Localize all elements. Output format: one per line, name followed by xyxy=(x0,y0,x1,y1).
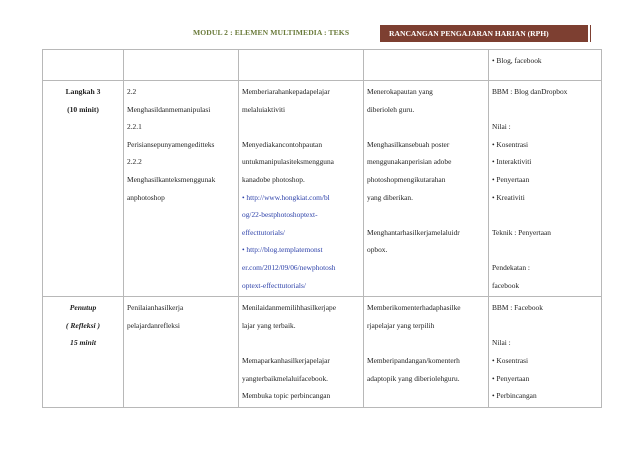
content-line: pelajardanrefleksi xyxy=(127,320,180,330)
resource-link[interactable]: effecttutorials/ xyxy=(242,227,285,237)
table-row-langkah3 xyxy=(43,81,602,297)
step-title: Penutup xyxy=(69,303,97,313)
module-title: MODUL 2 : ELEMEN MULTIMEDIA : TEKS xyxy=(193,28,350,37)
cell-resources xyxy=(489,50,602,81)
cell xyxy=(43,50,124,81)
content-line: 2.2.2 xyxy=(127,157,142,167)
content-line: 2.2.1 xyxy=(127,122,142,132)
bbm-label: BBM : Facebook xyxy=(492,303,543,313)
spacer xyxy=(242,118,360,136)
activity-line: Memberipandangan/komenterh xyxy=(367,355,460,365)
table-row xyxy=(43,50,602,81)
table-row-penutup xyxy=(43,297,602,408)
cell-content xyxy=(124,297,239,408)
cell-step xyxy=(43,81,124,297)
activity-line: Menghantarhasilkerjamelaluidr xyxy=(367,227,460,237)
cell-student-activity xyxy=(364,297,489,408)
spacer xyxy=(367,118,485,136)
step-title: Langkah 3 xyxy=(65,87,101,96)
cell xyxy=(239,50,364,81)
activity-line: Menyediakancontohpautan xyxy=(242,139,323,149)
cell-notes xyxy=(489,81,602,297)
nilai-item: • Kreativiti xyxy=(492,192,525,202)
nilai-item: • Perbincangan xyxy=(492,391,537,401)
activity-line: untukmanipulasiteksmengguna xyxy=(242,157,334,167)
cell-content xyxy=(124,81,239,297)
nilai-item: • Interaktiviti xyxy=(492,157,532,167)
spacer xyxy=(367,206,485,224)
cell-student-activity xyxy=(364,81,489,297)
activity-line: menggunakanperisian adobe xyxy=(367,157,452,167)
content-line: Menghasildanmemanipulasi xyxy=(127,104,211,114)
activity-line: adaptopik yang diberiolehguru. xyxy=(367,373,460,383)
cell-step xyxy=(43,297,124,408)
bbm-label: BBM : Blog danDropbox xyxy=(492,87,568,96)
pendekatan-label: Pendekatan : xyxy=(492,262,530,272)
resource-link[interactable]: og/22-bestphotoshoptext- xyxy=(242,210,318,220)
spacer xyxy=(492,317,598,335)
nilai-item: • Penyertaan xyxy=(492,174,530,184)
nilai-item: • Penyertaan xyxy=(492,373,530,383)
teknik-label: Teknik : Penyertaan xyxy=(492,227,551,237)
nilai-label: Nilai : xyxy=(492,122,511,132)
content-line: Penilaianhasilkerja xyxy=(127,303,184,313)
activity-line: Membuka topic perbincangan xyxy=(242,391,331,401)
nilai-item: • Kosentrasi xyxy=(492,139,529,149)
activity-line: lajar yang terbaik. xyxy=(242,320,296,330)
cell xyxy=(364,50,489,81)
activity-line: melaluiaktiviti xyxy=(242,104,286,114)
activity-line: photoshopmengikutarahan xyxy=(367,174,446,184)
activity-line: Memaparkanhasilkerjapelajar xyxy=(242,355,330,365)
resource-item: • Blog, facebook xyxy=(492,56,542,65)
resource-link[interactable]: er.com/2012/09/06/newphotosh xyxy=(242,262,336,272)
page-header xyxy=(0,25,638,43)
content-line: Menghasilkanteksmenggunak xyxy=(127,174,216,184)
resource-link[interactable]: optext-effecttutorials/ xyxy=(242,280,306,290)
activity-line: opbox. xyxy=(367,245,388,255)
step-subtitle: ( Refleksi ) xyxy=(65,320,101,330)
spacer xyxy=(242,334,360,352)
nilai-item: • Kosentrasi xyxy=(492,355,529,365)
activity-line: diberioleh guru. xyxy=(367,104,415,114)
cell-teacher-activity xyxy=(239,81,364,297)
activity-line: Memberikomenterhadaphasilke xyxy=(367,303,461,313)
spacer xyxy=(492,206,598,224)
activity-line: Menerokapautan yang xyxy=(367,87,433,96)
step-time: 15 minit xyxy=(70,338,96,348)
rph-title-banner: RANCANGAN PENGAJARAN HARIAN (RPH) xyxy=(380,25,588,42)
activity-line: yang diberikan. xyxy=(367,192,413,202)
content-line: Perisiansepunyamengeditteks xyxy=(127,139,215,149)
resource-link[interactable]: • http://www.hongkiat.com/bl xyxy=(242,192,330,202)
cell-teacher-activity xyxy=(239,297,364,408)
activity-line: yangterbaikmelaluifacebook. xyxy=(242,373,328,383)
spacer xyxy=(367,334,485,352)
cell-notes xyxy=(489,297,602,408)
activity-line: Memberiarahankepadapelajar xyxy=(242,87,330,96)
activity-line: Menilaidanmemilihhasilkerjape xyxy=(242,303,336,313)
cell xyxy=(124,50,239,81)
content-line: anphotoshop xyxy=(127,192,165,202)
spacer xyxy=(492,241,598,259)
activity-line: Menghasilkansebuah poster xyxy=(367,139,450,149)
spacer xyxy=(492,101,598,119)
resource-link[interactable]: • http://blog.templatemonst xyxy=(242,245,323,255)
activity-line: kanadobe photoshop. xyxy=(242,174,305,184)
pendekatan-value: facebook xyxy=(492,280,520,290)
content-line: 2.2 xyxy=(127,87,137,96)
nilai-label: Nilai : xyxy=(492,338,511,348)
step-time: (10 minit) xyxy=(67,104,99,114)
activity-line: rjapelajar yang terpilih xyxy=(367,320,435,330)
lesson-plan-table xyxy=(42,49,602,408)
